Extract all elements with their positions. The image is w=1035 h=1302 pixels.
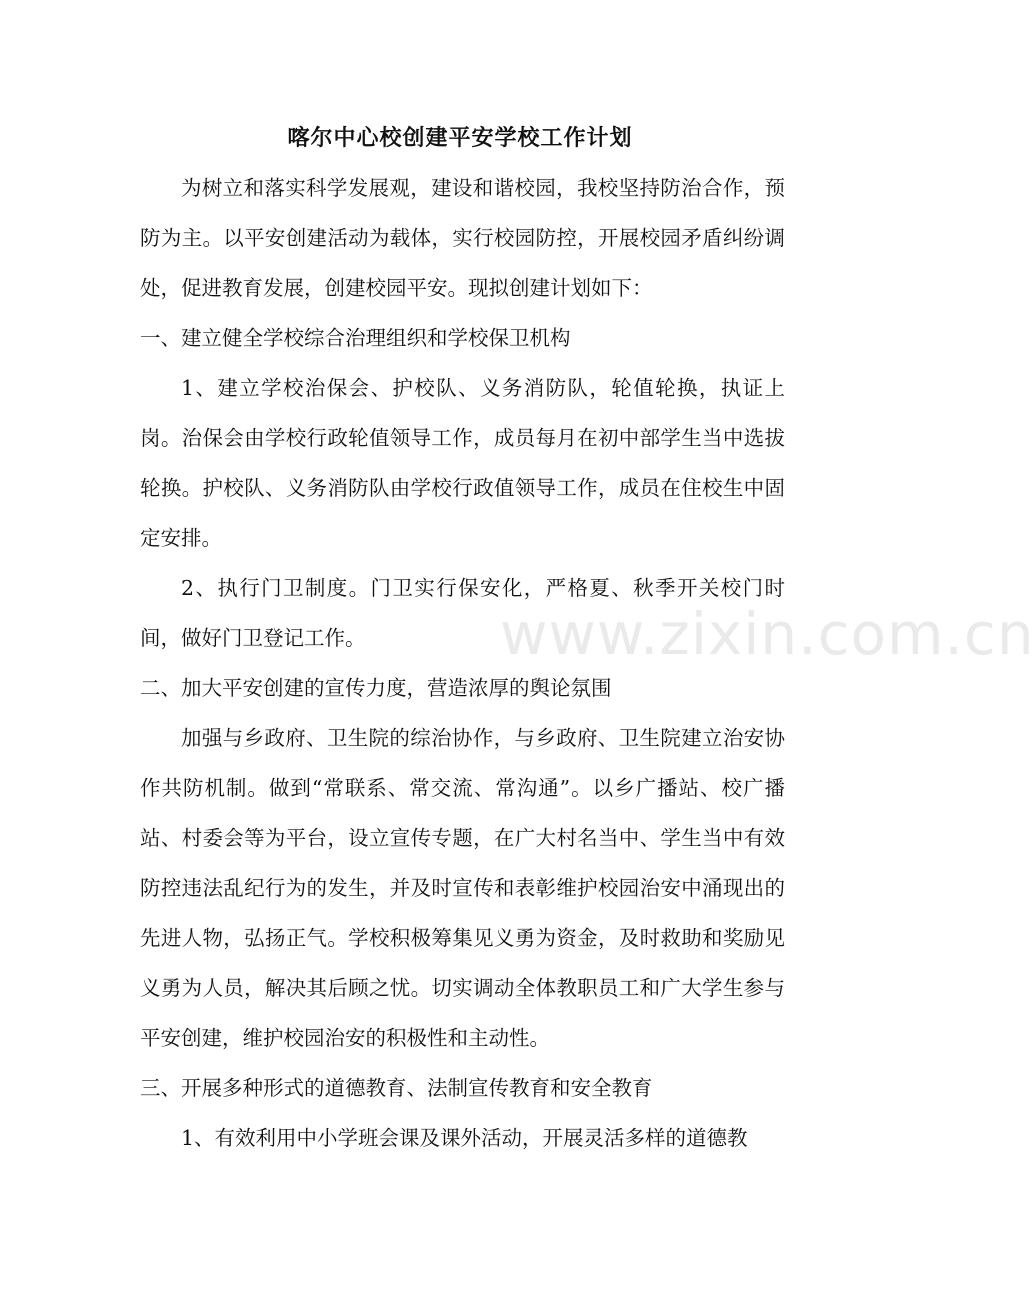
paragraph-1-2: 2、执行门卫制度。门卫实行保安化，严格夏、秋季开关校门时间，做好门卫登记工作。 bbox=[140, 576, 785, 650]
watermark: www.zixin.com.cn bbox=[500, 600, 1035, 668]
document-body bbox=[140, 163, 785, 1163]
paragraph-intro: 为树立和落实科学发展观，建设和谐校园，我校坚持防治合作，预防为主。以平安创建活动为载体，实行校园防控，开展校园矛盾纠纷调处，促进教育发展，创建校园平安。现拟创建计划如下： bbox=[140, 176, 785, 300]
paragraph-2: 加强与乡政府、卫生院的综治协作，与乡政府、卫生院建立治安协作共防机制。做到“常联系、常交流、常沟通”。以乡广播站、校广播站、村委会等为平台，设立宣传专题，在广大村名当中、学生当中有效防控违法乱纪行为的发生，并及时宣传和表彰维护校园治安中涌现出的先进人物，弘扬正气。学校积极筹集见义勇为资金，及时救助和奖励见义勇为人员，解决其后顾之忧。切实调动全体教职员工和广大学生参与平安创建，维护校园治安的积极性和主动性。 bbox=[140, 726, 785, 1050]
document-title: 喀尔中心校创建平安学校工作计划 bbox=[287, 125, 633, 151]
paragraph-3-1: 1、有效利用中小学班会课及课外活动，开展灵活多样的道德教 bbox=[181, 1126, 748, 1150]
section-heading-1: 一、建立健全学校综合治理组织和学校保卫机构 bbox=[140, 326, 571, 350]
paragraph-1-1: 1、建立学校治保会、护校队、义务消防队，轮值轮换，执证上岗。治保会由学校行政轮值领导工作，成员每月在初中部学生当中选拔轮换。护校队、义务消防队由学校行政值领导工作，成员在住校生中固定安排。 bbox=[140, 376, 785, 550]
section-heading-3: 三、开展多种形式的道德教育、法制宣传教育和安全教育 bbox=[140, 1076, 653, 1100]
section-heading-2: 二、加大平安创建的宣传力度，营造浓厚的舆论氛围 bbox=[140, 676, 612, 700]
